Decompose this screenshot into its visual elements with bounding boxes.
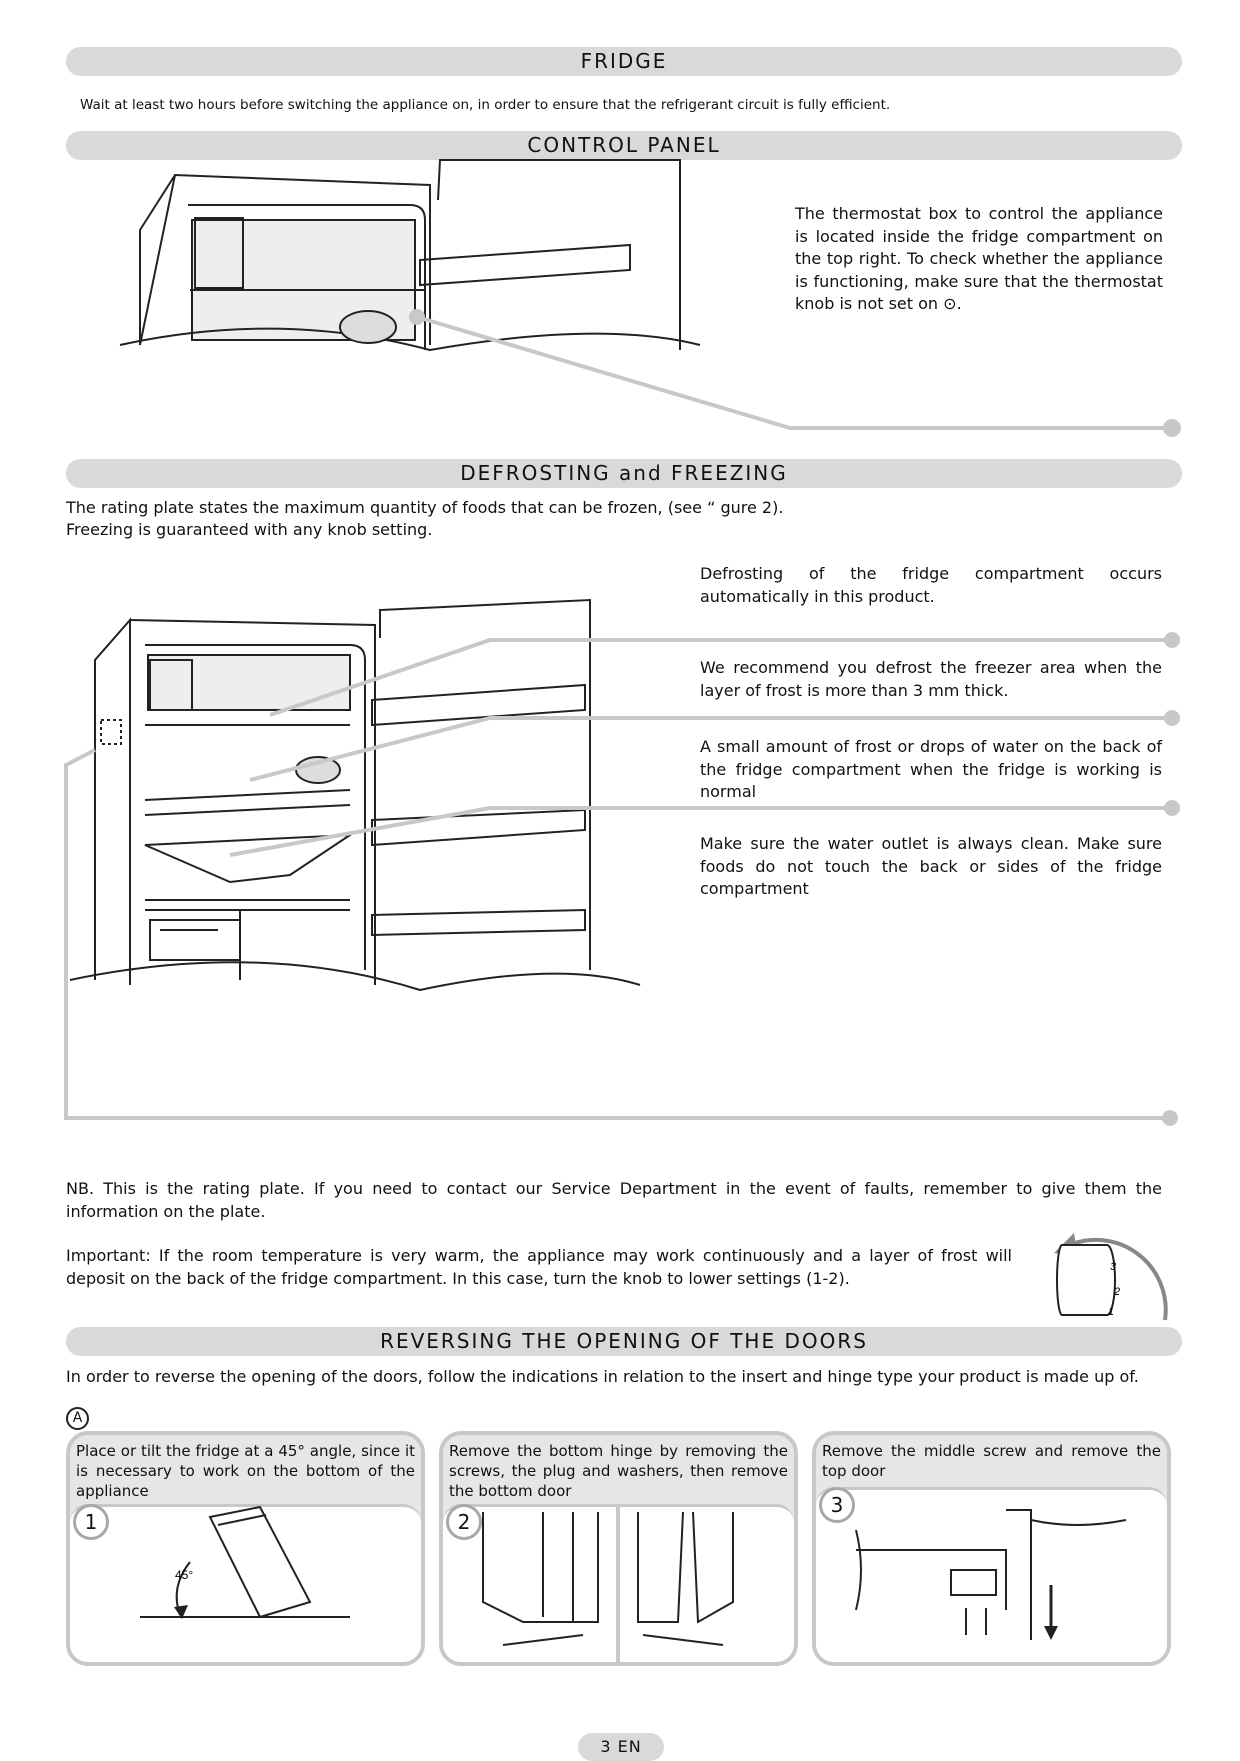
step-number-2: 2 — [446, 1504, 482, 1540]
section-header-reversing: REVERSING THE OPENING OF THE DOORS — [66, 1327, 1182, 1356]
knob-label-1: 1 — [1108, 1306, 1115, 1318]
thermostat-off-icon: ⊙ — [943, 294, 957, 313]
step-card-2 — [439, 1431, 798, 1666]
section-header-fridge: FRIDGE — [66, 47, 1182, 76]
step-number-3: 3 — [819, 1487, 855, 1523]
defrost-note-1: Defrosting of the fridge compartment occurs automatically in this product. — [700, 564, 1162, 606]
defrost-note-3: A small amount of frost or drops of water on the back of the fridge compartment when the fridge is working is normal — [700, 737, 1162, 801]
page-number: 3 EN — [578, 1733, 664, 1761]
section-header-defrosting: DEFROSTING and FREEZING — [66, 459, 1182, 488]
defrost-note-2: We recommend you defrost the freezer area when the layer of frost is more than 3 mm thick. — [700, 658, 1162, 700]
step-card-3 — [812, 1431, 1171, 1666]
step-card-1 — [66, 1431, 425, 1666]
step-2-text: Remove the bottom hinge by removing the screws, the plug and washers, then remove the bottom door — [449, 1442, 788, 1500]
defrost-intro-2: Freezing is guaranteed with any knob setting. — [66, 520, 433, 539]
fridge-intro-text: Wait at least two hours before switching the appliance on, in order to ensure that the refrigerant circuit is fully efficient. — [80, 97, 891, 113]
step-1-text: Place or tilt the fridge at a 45° angle, since it is necessary to work on the bottom of the appliance — [76, 1442, 415, 1500]
bottom-hinge-illustration — [443, 1507, 794, 1666]
defrost-intro-1: The rating plate states the maximum quantity of foods that can be frozen, (see “ gure 2). — [66, 498, 784, 517]
reversing-intro-text: In order to reverse the opening of the doors, follow the indications in relation to the insert and hinge type your product is made up of. — [66, 1367, 1139, 1386]
variant-badge: A — [66, 1407, 89, 1430]
section-header-control-panel: CONTROL PANEL — [66, 131, 1182, 160]
knob-rotation-illustration — [1040, 1205, 1170, 1325]
step-number-1: 1 — [73, 1504, 109, 1540]
knob-label-3: 3 — [1110, 1261, 1117, 1273]
step-3-text: Remove the middle screw and remove the top door — [822, 1442, 1161, 1480]
tilted-fridge-illustration — [70, 1507, 421, 1666]
defrost-note-4: Make sure the water outlet is always clean. Make sure foods do not touch the back or sides of the fridge compartment — [700, 834, 1162, 898]
middle-screw-illustration — [816, 1490, 1167, 1666]
important-text: Important: If the room temperature is very warm, the appliance may work continuously and a layer of frost will deposit on the back of the fridge compartment. In this case, turn the knob to lower settings (1-2). — [66, 1246, 1012, 1288]
knob-label-2: 2 — [1114, 1286, 1121, 1298]
nb-rating-plate-text: NB. This is the rating plate. If you need to contact our Service Department in the event of faults, remember to give them the information on the plate. — [66, 1179, 1162, 1221]
angle-label: 45° — [175, 1568, 194, 1582]
control-panel-text: The thermostat box to control the appliance is located inside the fridge compartment on the top right. To check whether the appliance is functioning, make sure that the thermostat knob is not set on ⊙. — [795, 204, 1163, 313]
